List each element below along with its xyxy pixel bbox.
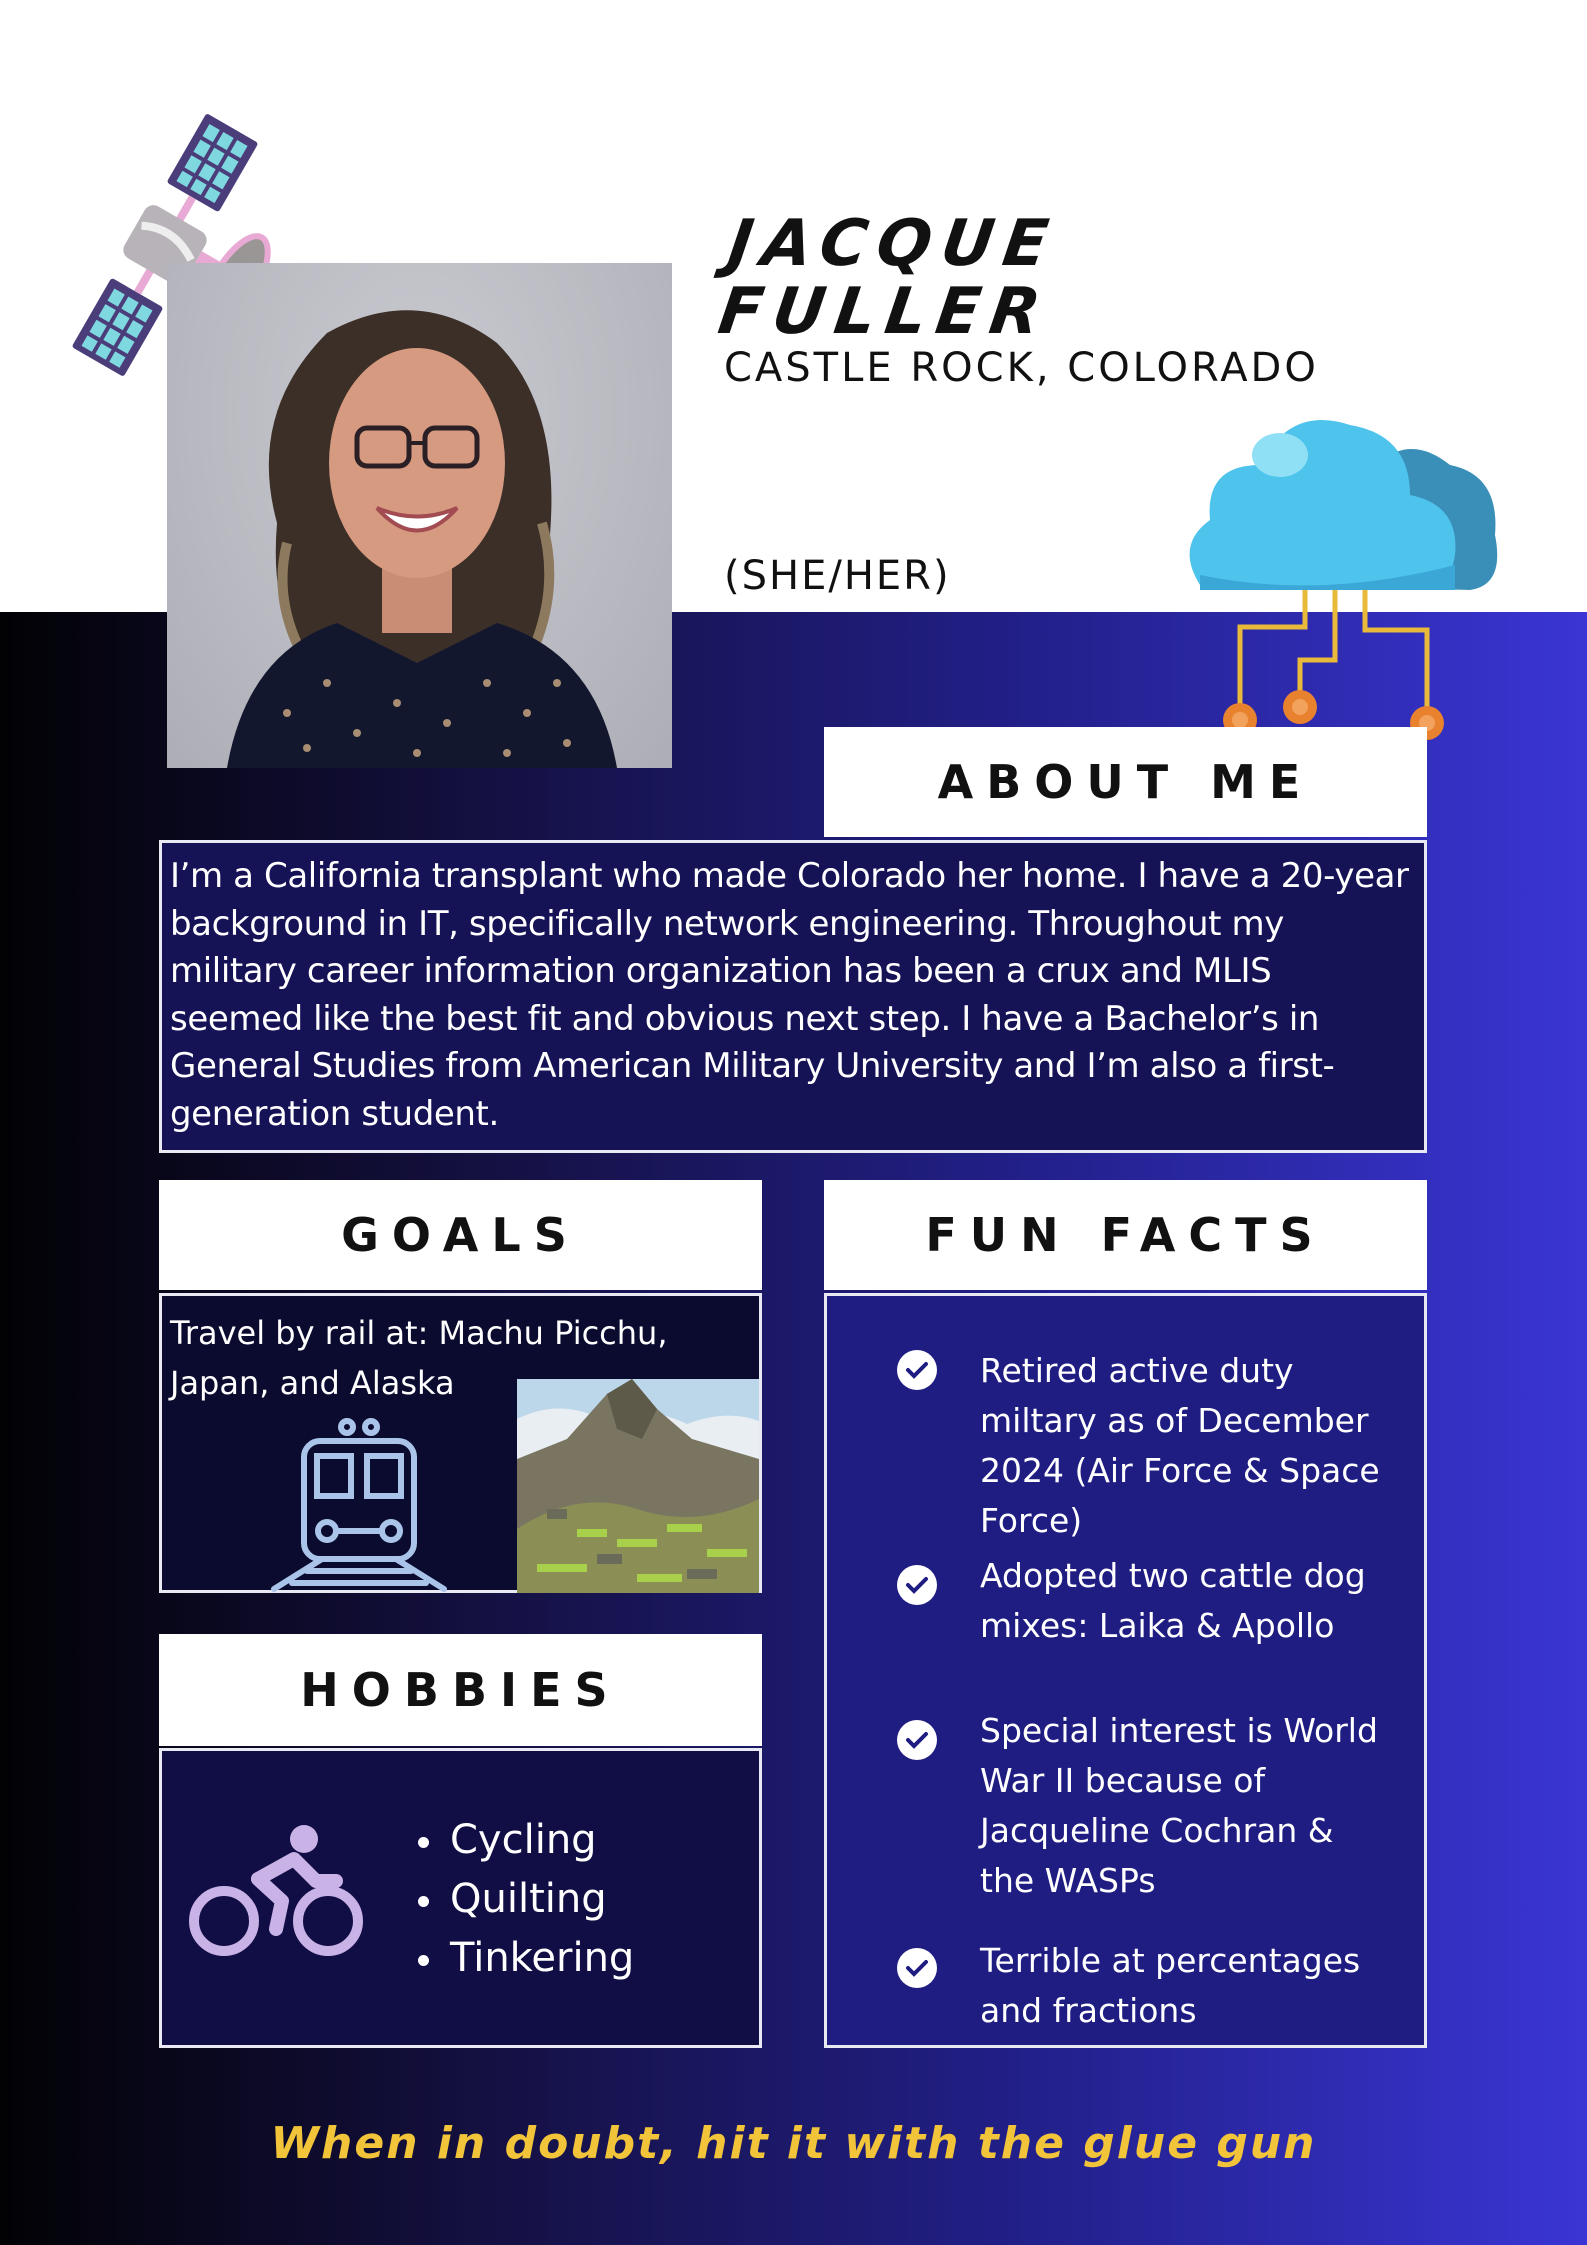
profile-photo <box>167 263 672 768</box>
check-circle-icon <box>897 1565 937 1605</box>
about-text: I’m a California transplant who made Colorado her home. I have a 20-year background in IT, specifically network engineering. Throughout my military career information organization has been a crux and MLIS seemed like the best fit and obvious next step. I have a Bachelor’s in General Studies from American Military University and I’m also a first-generation student. <box>170 856 1409 1134</box>
portrait-illustration <box>167 263 672 768</box>
fun-fact-text: Special interest is World War II because of Jacqueline Cochran & the WASPs <box>980 1711 1378 1900</box>
fun-fact-text: Adopted two cattle dog mixes: Laika & Apollo <box>980 1556 1366 1645</box>
name-last: FULLER <box>714 275 1055 349</box>
bicycle-rider-icon <box>186 1821 366 1961</box>
profile-pronouns: (SHE/HER) <box>724 553 951 599</box>
hobby-item: Tinkering <box>412 1929 634 1988</box>
mountain-ruins-image <box>517 1379 759 1593</box>
hobbies-list <box>412 1811 634 1988</box>
check-circle-icon <box>897 1948 937 1988</box>
goals-panel <box>159 1293 762 1593</box>
hobby-item: Quilting <box>412 1870 634 1929</box>
check-circle-icon <box>897 1350 937 1390</box>
hobby-item: Cycling <box>412 1811 634 1870</box>
fun-facts-panel <box>824 1293 1427 2048</box>
tagline: When in doubt, hit it with the glue gun <box>270 2118 1317 2169</box>
profile-name <box>714 207 1433 349</box>
about-heading: ABOUT ME <box>824 727 1427 837</box>
hobbies-panel <box>159 1748 762 2048</box>
fun-fact-text: Terrible at percentages and fractions <box>980 1941 1361 2030</box>
about-panel <box>159 840 1427 1153</box>
cloud-network-icon <box>1180 405 1500 745</box>
hobbies-heading: HOBBIES <box>159 1634 762 1746</box>
check-circle-icon <box>897 1720 937 1760</box>
goals-heading: GOALS <box>159 1180 762 1290</box>
goals-text: Travel by rail at: Machu Picchu, Japan, and Alaska <box>170 1314 668 1402</box>
profile-location: CASTLE ROCK, COLORADO <box>724 345 1319 391</box>
fun-fact-text: Retired active duty miltary as of December 2024 (Air Force & Space Force) <box>980 1351 1380 1540</box>
train-icon <box>262 1411 457 1593</box>
fun-facts-heading: FUN FACTS <box>824 1180 1427 1290</box>
name-first: JACQUE <box>723 207 1063 281</box>
